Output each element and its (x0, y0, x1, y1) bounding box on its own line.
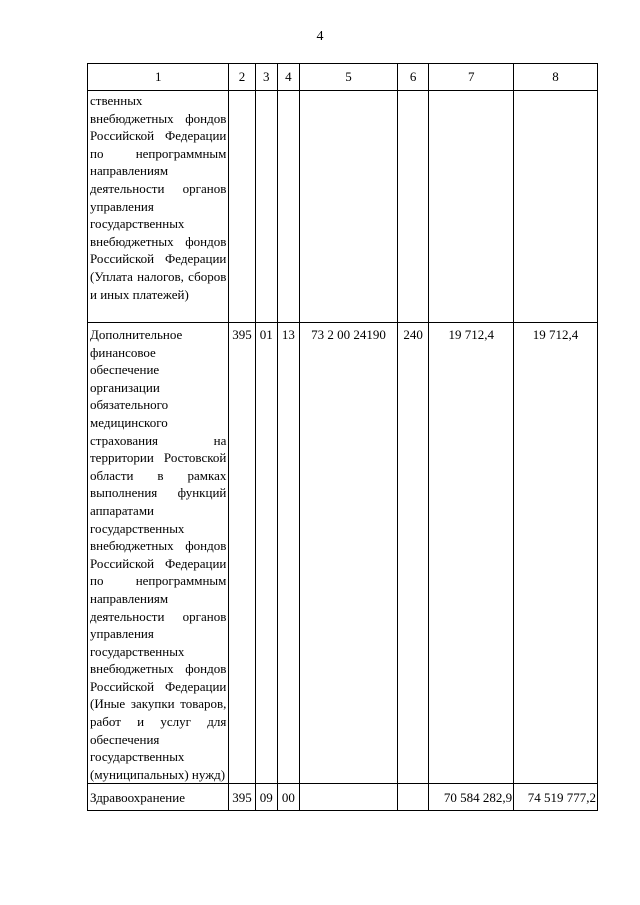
table-header-row (88, 64, 598, 91)
budget-table (87, 63, 598, 811)
header-cell: 7 (429, 64, 514, 91)
cell-col8: 74 519 777,2 (514, 784, 598, 811)
header-cell: 3 (255, 64, 277, 91)
cell-col4: 00 (277, 784, 299, 811)
cell-col2: 395 (229, 784, 255, 811)
row-description: ственных внебюджетных фондов Российской Федерации по непрограммным направлениям деятельности органов управления государственных внебюджетных фондов Российской Федерации (Уплата налогов, сборов и иных платежей) (88, 91, 229, 323)
header-cell: 2 (229, 64, 255, 91)
cell-col5: 73 2 00 24190 (300, 323, 398, 784)
cell-col6: 240 (397, 323, 428, 784)
cell-col7 (429, 91, 514, 323)
page-number: 4 (316, 29, 324, 44)
cell-col7: 70 584 282,9 (429, 784, 514, 811)
cell-col8: 19 712,4 (514, 323, 598, 784)
cell-col3: 01 (255, 323, 277, 784)
cell-col6 (397, 91, 428, 323)
table-row (88, 784, 598, 811)
header-cell: 8 (514, 64, 598, 91)
cell-col2: 395 (229, 323, 255, 784)
cell-col3: 09 (255, 784, 277, 811)
cell-col6 (397, 784, 428, 811)
cell-col3 (255, 91, 277, 323)
header-cell: 6 (397, 64, 428, 91)
cell-col4: 13 (277, 323, 299, 784)
table-row (88, 323, 598, 784)
cell-col8 (514, 91, 598, 323)
header-cell: 1 (88, 64, 229, 91)
cell-col4 (277, 91, 299, 323)
cell-col5 (300, 784, 398, 811)
row-description: Здравоохранение (88, 784, 229, 811)
header-cell: 5 (300, 64, 398, 91)
cell-col2 (229, 91, 255, 323)
cell-col7: 19 712,4 (429, 323, 514, 784)
row-description: Дополнительное финансовое обеспечение организации обязательного медицинского страхования на территории Ростовской области в рамках выполнения функций аппаратами государственных внебюджетных фондов Российской Федерации по непрограммным направлениям деятельности органов управления государственных внебюджетных фондов Российской Федерации (Иные закупки товаров, работ и услуг для обеспечения государственных (муниципальных) нужд) (88, 323, 229, 784)
table-row (88, 91, 598, 323)
cell-col5 (300, 91, 398, 323)
header-cell: 4 (277, 64, 299, 91)
